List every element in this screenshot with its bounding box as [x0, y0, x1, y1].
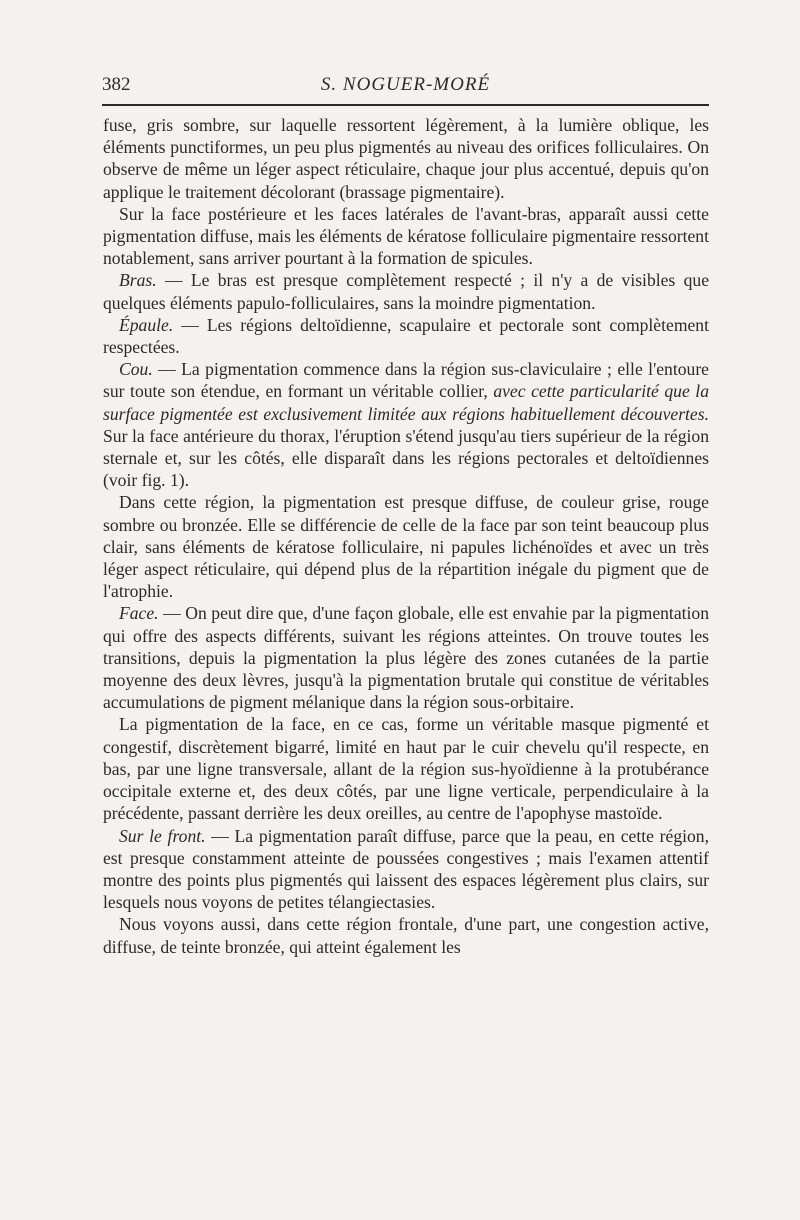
section-lead: Bras. — [119, 270, 157, 291]
paragraph: fuse, gris sombre, sur laquelle ressortent légèrement, à la lumière oblique, les éléments punctiformes, un peu plus pigmentés au niveau des orifices folliculaires. On observe de même un léger aspect réticulaire, chaque jour plus accentué, depuis qu'on applique le traitement décolorant (brassage pigmentaire). — [103, 115, 709, 202]
paragraph-front: Sur le front. — La pigmentation paraît diffuse, parce que la peau, en cette région, est presque constamment atteinte de poussées congestives ; mais l'examen attentif montre des points plus pigmentés qui laissent des espaces légèrement plus clairs, sur lesquels nous voyons de petites télangiectasies. — [103, 825, 709, 913]
paragraph: Sur la face postérieure et les faces latérales de l'avant-bras, apparaît aussi cette pigmentation diffuse, mais les éléments de kératose folliculaire pigmentaire ressortent notablement, sans arriver pourtant à la formation de spicules. — [103, 203, 709, 269]
paragraph: Dans cette région, la pigmentation est presque diffuse, de couleur grise, rouge sombre ou bronzée. Elle se différencie de celle de la face par son teint beaucoup plus clair, sans éléments de kératose folliculaire, ni papules lichénoïdes et avec un très léger aspect réticulaire, qui dépend plus de la répartition inégale du pigment que de l'atrophie. — [103, 492, 709, 602]
section-lead: Face. — [119, 603, 159, 624]
section-lead: Sur le front. — [119, 825, 206, 846]
paragraph: La pigmentation de la face, en ce cas, forme un véritable masque pigmenté et congestif, discrètement bigarré, limité en haut par le cuir chevelu qu'il respecte, en bas, par une ligne transversale, allant de la région sus-hyoïdienne à la protubérance occipitale externe et, des deux côtés, par une ligne verticale, perpendiculaire à la précédente, passant derrière les deux oreilles, au centre de l'apophyse mastoïde. — [103, 714, 709, 824]
header-rule — [102, 104, 709, 106]
paragraph-cou: Cou. — La pigmentation commence dans la région sus-claviculaire ; elle l'entoure sur toute son étendue, en formant un véritable collier, avec cette particularité que la surface pigmentée est exclusivement limitée aux régions habituellement découvertes. Sur la face antérieure du thorax, l'éruption s'étend jusqu'au tiers supérieur de la région sternale et, sur les côtés, elle disparaît dans les régions pectorales et deltoïdiennes (voir fig. 1). — [103, 359, 709, 491]
body-text — [103, 114, 709, 958]
section-lead: Épaule. — [119, 314, 174, 335]
paragraph-epaule: Épaule. — Les régions deltoïdienne, scapulaire et pectorale sont complètement respectées. — [103, 314, 709, 358]
section-lead: Cou. — [119, 359, 153, 380]
paragraph-bras: Bras. — Le bras est presque complètement respecté ; il n'y a de visibles que quelques éléments papulo-folliculaires, sans la moindre pigmentation. — [103, 270, 709, 313]
running-title: S. NOGUER-MORÉ — [320, 74, 491, 95]
page-number: 382 — [102, 74, 131, 95]
paragraph: Nous voyons aussi, dans cette région frontale, d'une part, une congestion active, diffuse, de teinte bronzée, qui atteint également les — [103, 914, 709, 957]
paragraph-face: Face. — On peut dire que, d'une façon globale, elle est envahie par la pigmentation qui offre des aspects différents, suivant les régions atteintes. On trouve toutes les transitions, depuis la pigmentation la plus légère des zones cutanées de la partie moyenne des deux lèvres, jusqu'à la pigmentation brutale qui constitue de véritables accumulations de pigment mélanique dans la région sous-orbitaire. — [103, 603, 709, 713]
emphasis: avec cette particularité que la surface pigmentée est exclusivement limitée aux régions habituellement découvertes. — [103, 381, 709, 424]
page-header — [102, 74, 709, 100]
